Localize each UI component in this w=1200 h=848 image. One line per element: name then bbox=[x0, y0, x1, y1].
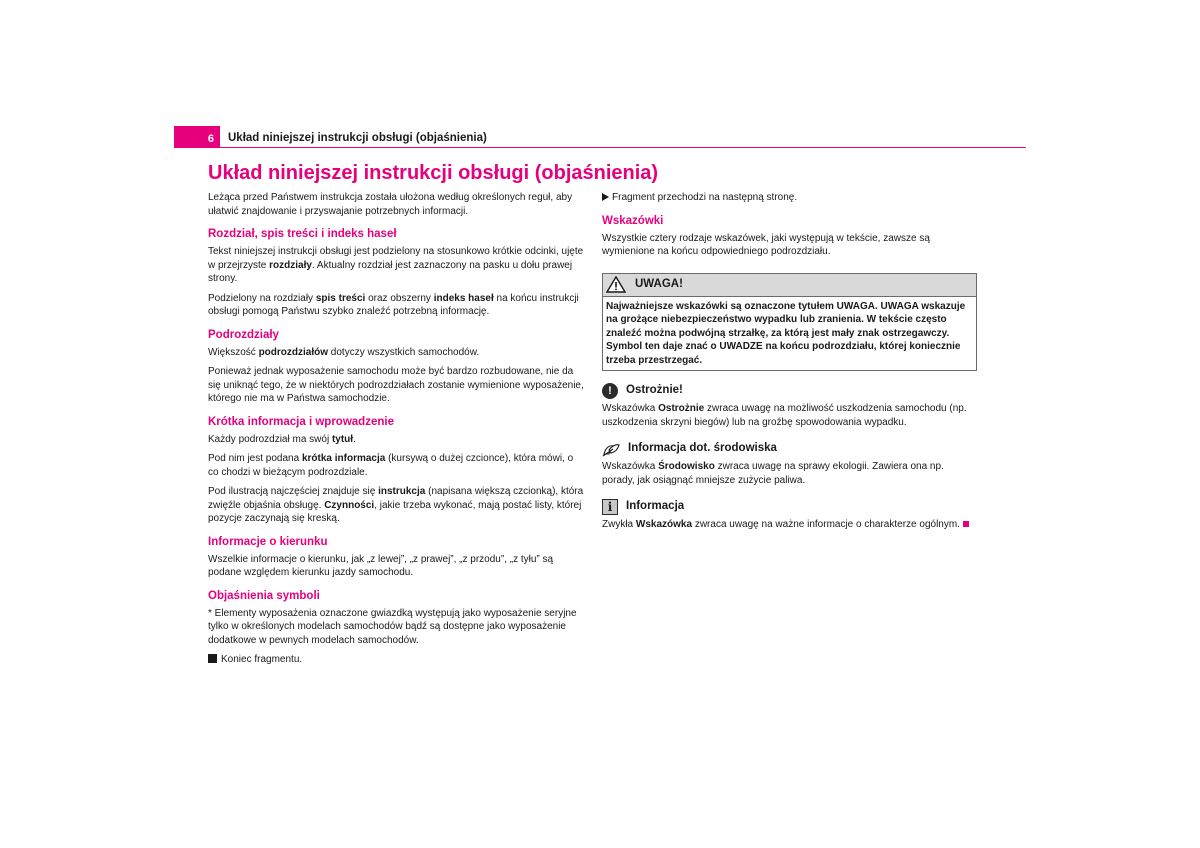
section-heading-chapters: Rozdział, spis treści i indeks haseł bbox=[208, 228, 397, 240]
bold-term: podrozdziałów bbox=[258, 346, 329, 358]
bold-term: instrukcja bbox=[378, 486, 426, 497]
environment-note bbox=[602, 441, 977, 487]
section-heading-notes: Wskazówki bbox=[602, 214, 664, 227]
paragraph: Wskazówka Środowisko zwraca uwagę na sprawy ekologii. Zawiera ona np. porady, jak osiągnąć mniejsze zużycie paliwa. bbox=[602, 461, 944, 486]
warning-triangle-icon bbox=[606, 276, 626, 293]
end-square-icon bbox=[963, 521, 969, 527]
paragraph: Wszystkie cztery rodzaje wskazówek, jaki występują w tekście, zawsze są wymienione na końcu odpowiedniego podrozdziału. bbox=[602, 232, 930, 257]
warning-label: UWAGA! bbox=[635, 277, 683, 290]
page-number: 6 bbox=[174, 126, 220, 148]
bold-term: rozdziały bbox=[269, 259, 312, 271]
page-title: Układ niniejszej instrukcji obsługi (objaśnienia) bbox=[208, 162, 659, 184]
warning-body: Najważniejsze wskazówki są oznaczone tytułem UWAGA. UWAGA wskazuje na grożące niebezpieczeństwo wypadku lub zranienia. W tekście często znaleźć można podwójną strzałkę, za którą jest mały znak ostrzegawczy. Symbol ten daje znać o UWADZE na końcu podrozdziału, której koniecznie trzeba przestrzegać. bbox=[606, 300, 966, 366]
caution-note bbox=[602, 383, 977, 429]
right-column bbox=[602, 191, 977, 544]
section-heading-short-info: Krótka informacja i wprowadzenie bbox=[208, 415, 394, 428]
page-header bbox=[174, 126, 1026, 148]
warning-header bbox=[603, 274, 976, 297]
bold-term: Środowisko bbox=[658, 461, 715, 472]
paragraph: * Elementy wyposażenia oznaczone gwiazdką występują jako wyposażenie seryjne tylko w określonych modelach samochodów bądź są dostępne jako wyposażenie dodatkowe w pewnych modelach samochodów. bbox=[208, 607, 577, 646]
section-heading-directions: Informacje o kierunku bbox=[208, 535, 328, 548]
warning-box bbox=[602, 273, 977, 372]
continuation-note: Fragment przechodzi na następną stronę. bbox=[602, 191, 977, 205]
paragraph: Podzielony na rozdziały spis treści oraz obszerny indeks haseł na końcu instrukcji obsługi pomogą Państwu szybko znaleźć potrzebną informację. bbox=[208, 292, 579, 317]
bold-term: spis treści bbox=[315, 292, 366, 304]
paragraph: Każdy podrozdział ma swój tytuł. bbox=[208, 433, 356, 445]
paragraph: Zwykła Wskazówka zwraca uwagę na ważne informacje o charakterze ogólnym. bbox=[602, 518, 977, 532]
continue-arrow-icon bbox=[602, 193, 609, 201]
bold-term: Ostrożnie bbox=[658, 403, 705, 414]
bold-term: tytuł bbox=[331, 433, 354, 445]
bold-term: Wskazówka bbox=[635, 519, 693, 530]
section-heading-subchapters: Podrozdziały bbox=[208, 328, 279, 341]
paragraph: Większość podrozdziałów dotyczy wszystkich samochodów. bbox=[208, 346, 480, 358]
paragraph: Pod ilustracją najczęściej znajduje się instrukcja (napisana większą czcionką), która zwięźle objaśnia obsługę. Czynności, jakie trzeba wykonać, mają postać listy, której pozycje zaczynają się kreską. bbox=[208, 486, 584, 524]
exclamation-circle-icon bbox=[602, 383, 618, 399]
end-square-icon bbox=[208, 654, 217, 663]
info-note bbox=[602, 499, 977, 532]
header-rule bbox=[220, 147, 1026, 148]
intro-paragraph: Leżąca przed Państwem instrukcja została ułożona według określonych reguł, aby ułatwić znajdowanie i przyswajanie potrzebnych informacji. bbox=[208, 192, 573, 217]
section-heading-symbols: Objaśnienia symboli bbox=[208, 589, 320, 602]
environment-icon bbox=[602, 441, 620, 457]
paragraph: Wszelkie informacje o kierunku, jak „z lewej”, „z prawej”, „z przodu”, „z tyłu” są podane względem kierunku jazdy samochodu. bbox=[208, 553, 554, 578]
info-icon bbox=[602, 499, 618, 515]
paragraph: Wskazówka Ostrożnie zwraca uwagę na możliwość uszkodzenia samochodu (np. uszkodzenia skrzyni biegów) lub na groźbę spowodowania wypadku. bbox=[602, 403, 967, 428]
info-title: Informacja bbox=[626, 500, 685, 513]
end-of-fragment: Koniec fragmentu. bbox=[208, 653, 584, 667]
caution-title: Ostrożnie! bbox=[626, 384, 683, 397]
environment-title: Informacja dot. środowiska bbox=[628, 442, 777, 455]
paragraph: Pod nim jest podana krótka informacja (kursywą o dużej czcionce), która mówi, o co chodzi w bieżącym podrozdziale. bbox=[208, 453, 574, 478]
bold-term: Czynności bbox=[324, 499, 375, 511]
bold-term: krótka informacja bbox=[301, 453, 386, 464]
bold-term: indeks haseł bbox=[433, 292, 494, 304]
paragraph: Ponieważ jednak wyposażenie samochodu może być bardzo rozbudowane, nie da się uniknąć tego, że w niektórych podrozdziałach zostanie wymienione wyposażenie, którego nie ma w Państwa samochodzie. bbox=[208, 366, 584, 404]
left-column bbox=[208, 191, 584, 673]
paragraph: Tekst niniejszej instrukcji obsługi jest podzielony na stosunkowo krótkie odcinki, ujęte w przejrzyste rozdziały. Aktualny rozdział jest zaznaczony na pasku u dołu prawej strony. bbox=[208, 246, 584, 284]
running-header-title: Układ niniejszej instrukcji obsługi (objaśnienia) bbox=[228, 132, 487, 144]
